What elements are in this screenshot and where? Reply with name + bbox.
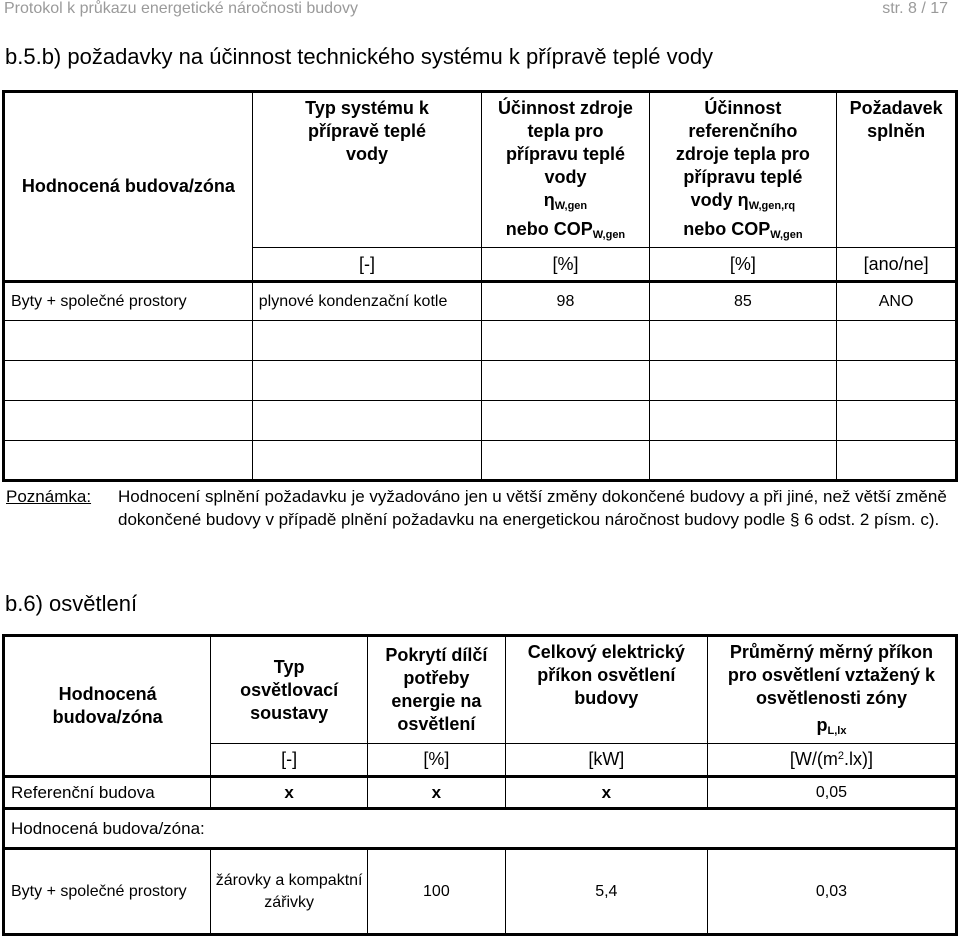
- unit-system-type: [-]: [252, 248, 482, 282]
- reference-zone: Referenční budova: [4, 777, 211, 809]
- section-b5-heading: b.5.b) požadavky na účinnost technického systému k přípravě teplé vody: [5, 44, 714, 69]
- table-row-empty: [4, 361, 957, 401]
- reference-power: x: [505, 777, 707, 809]
- reference-specific: 0,05: [707, 777, 956, 809]
- reference-coverage: x: [368, 777, 506, 809]
- unit-lighting-type: [-]: [211, 744, 368, 777]
- table-row: [4, 282, 957, 321]
- row-requirement: ANO: [837, 282, 957, 321]
- unit-efficiency-source: [%]: [482, 248, 649, 282]
- header-zone: Hodnocená budova/zóna: [4, 636, 211, 777]
- unit-power: [kW]: [505, 744, 707, 777]
- header-specific-power: Průměrný měrný příkon pro osvětlení vztažený k osvětlenosti zóny $p_{L,lx}$: [707, 636, 956, 744]
- header-efficiency-reference: Účinnost referenčního zdroje tepla pro přípravu teplé vody $\eta_{W,gen,rq}$ nebo $COP_{W,gen}$: [649, 92, 837, 248]
- table-row-empty: [4, 441, 957, 481]
- header-power: Celkový elektrický příkon osvětlení budovy: [505, 636, 707, 744]
- note-label: Poznámka:: [6, 487, 92, 506]
- unit-efficiency-reference: [%]: [649, 248, 837, 282]
- row-zone: Byty + společné prostory: [4, 282, 253, 321]
- evaluated-label: Hodnocená budova/zóna:: [4, 809, 957, 849]
- row-system-type: plynové kondenzační kotle: [252, 282, 482, 321]
- table-row-empty: [4, 401, 957, 441]
- header-zone: Hodnocená budova/zóna: [4, 92, 253, 282]
- hot-water-requirements-table: [2, 90, 958, 482]
- row-zone: Byty + společné prostory: [4, 849, 211, 935]
- page-number: str. 8 / 17: [882, 0, 948, 17]
- page-header-title: Protokol k průkazu energetické náročnosti budovy: [4, 0, 358, 17]
- row-power: 5,4: [505, 849, 707, 935]
- row-efficiency-reference: 85: [649, 282, 837, 321]
- row-efficiency-source: 98: [482, 282, 649, 321]
- header-system-type: Typ systému k přípravě teplé vody: [252, 92, 482, 248]
- row-lighting-type: žárovky a kompaktní zářivky: [211, 849, 368, 935]
- row-coverage: 100: [368, 849, 506, 935]
- row-specific: 0,03: [707, 849, 956, 935]
- unit-specific-power: $[W/(m^2.lx)]$: [707, 744, 956, 777]
- header-efficiency-source: Účinnost zdroje tepla pro přípravu teplé vody $\eta_{W,gen}$ nebo $COP_{W,gen}$: [482, 92, 649, 248]
- note-text: Hodnocení splnění požadavku je vyžadováno jen u větší změny dokončené budovy a při jiné, než větší změně dokončené budovy v případě plnění požadavku na energetickou náročnost budovy podle § 6 odst. 2 písm. c).: [118, 487, 947, 529]
- page-header: [0, 0, 960, 20]
- header-lighting-type: Typ osvětlovací soustavy: [211, 636, 368, 744]
- unit-requirement: [ano/ne]: [837, 248, 957, 282]
- header-coverage: Pokrytí dílčí potřeby energie na osvětlení: [368, 636, 506, 744]
- lighting-table: [2, 634, 958, 936]
- reference-type: x: [211, 777, 368, 809]
- section-b6-heading: b.6) osvětlení: [5, 591, 138, 616]
- table-row: [4, 849, 957, 935]
- unit-coverage: [%]: [368, 744, 506, 777]
- reference-row: [4, 777, 957, 809]
- table-row-empty: [4, 321, 957, 361]
- header-requirement: Požadavek splněn: [837, 92, 957, 248]
